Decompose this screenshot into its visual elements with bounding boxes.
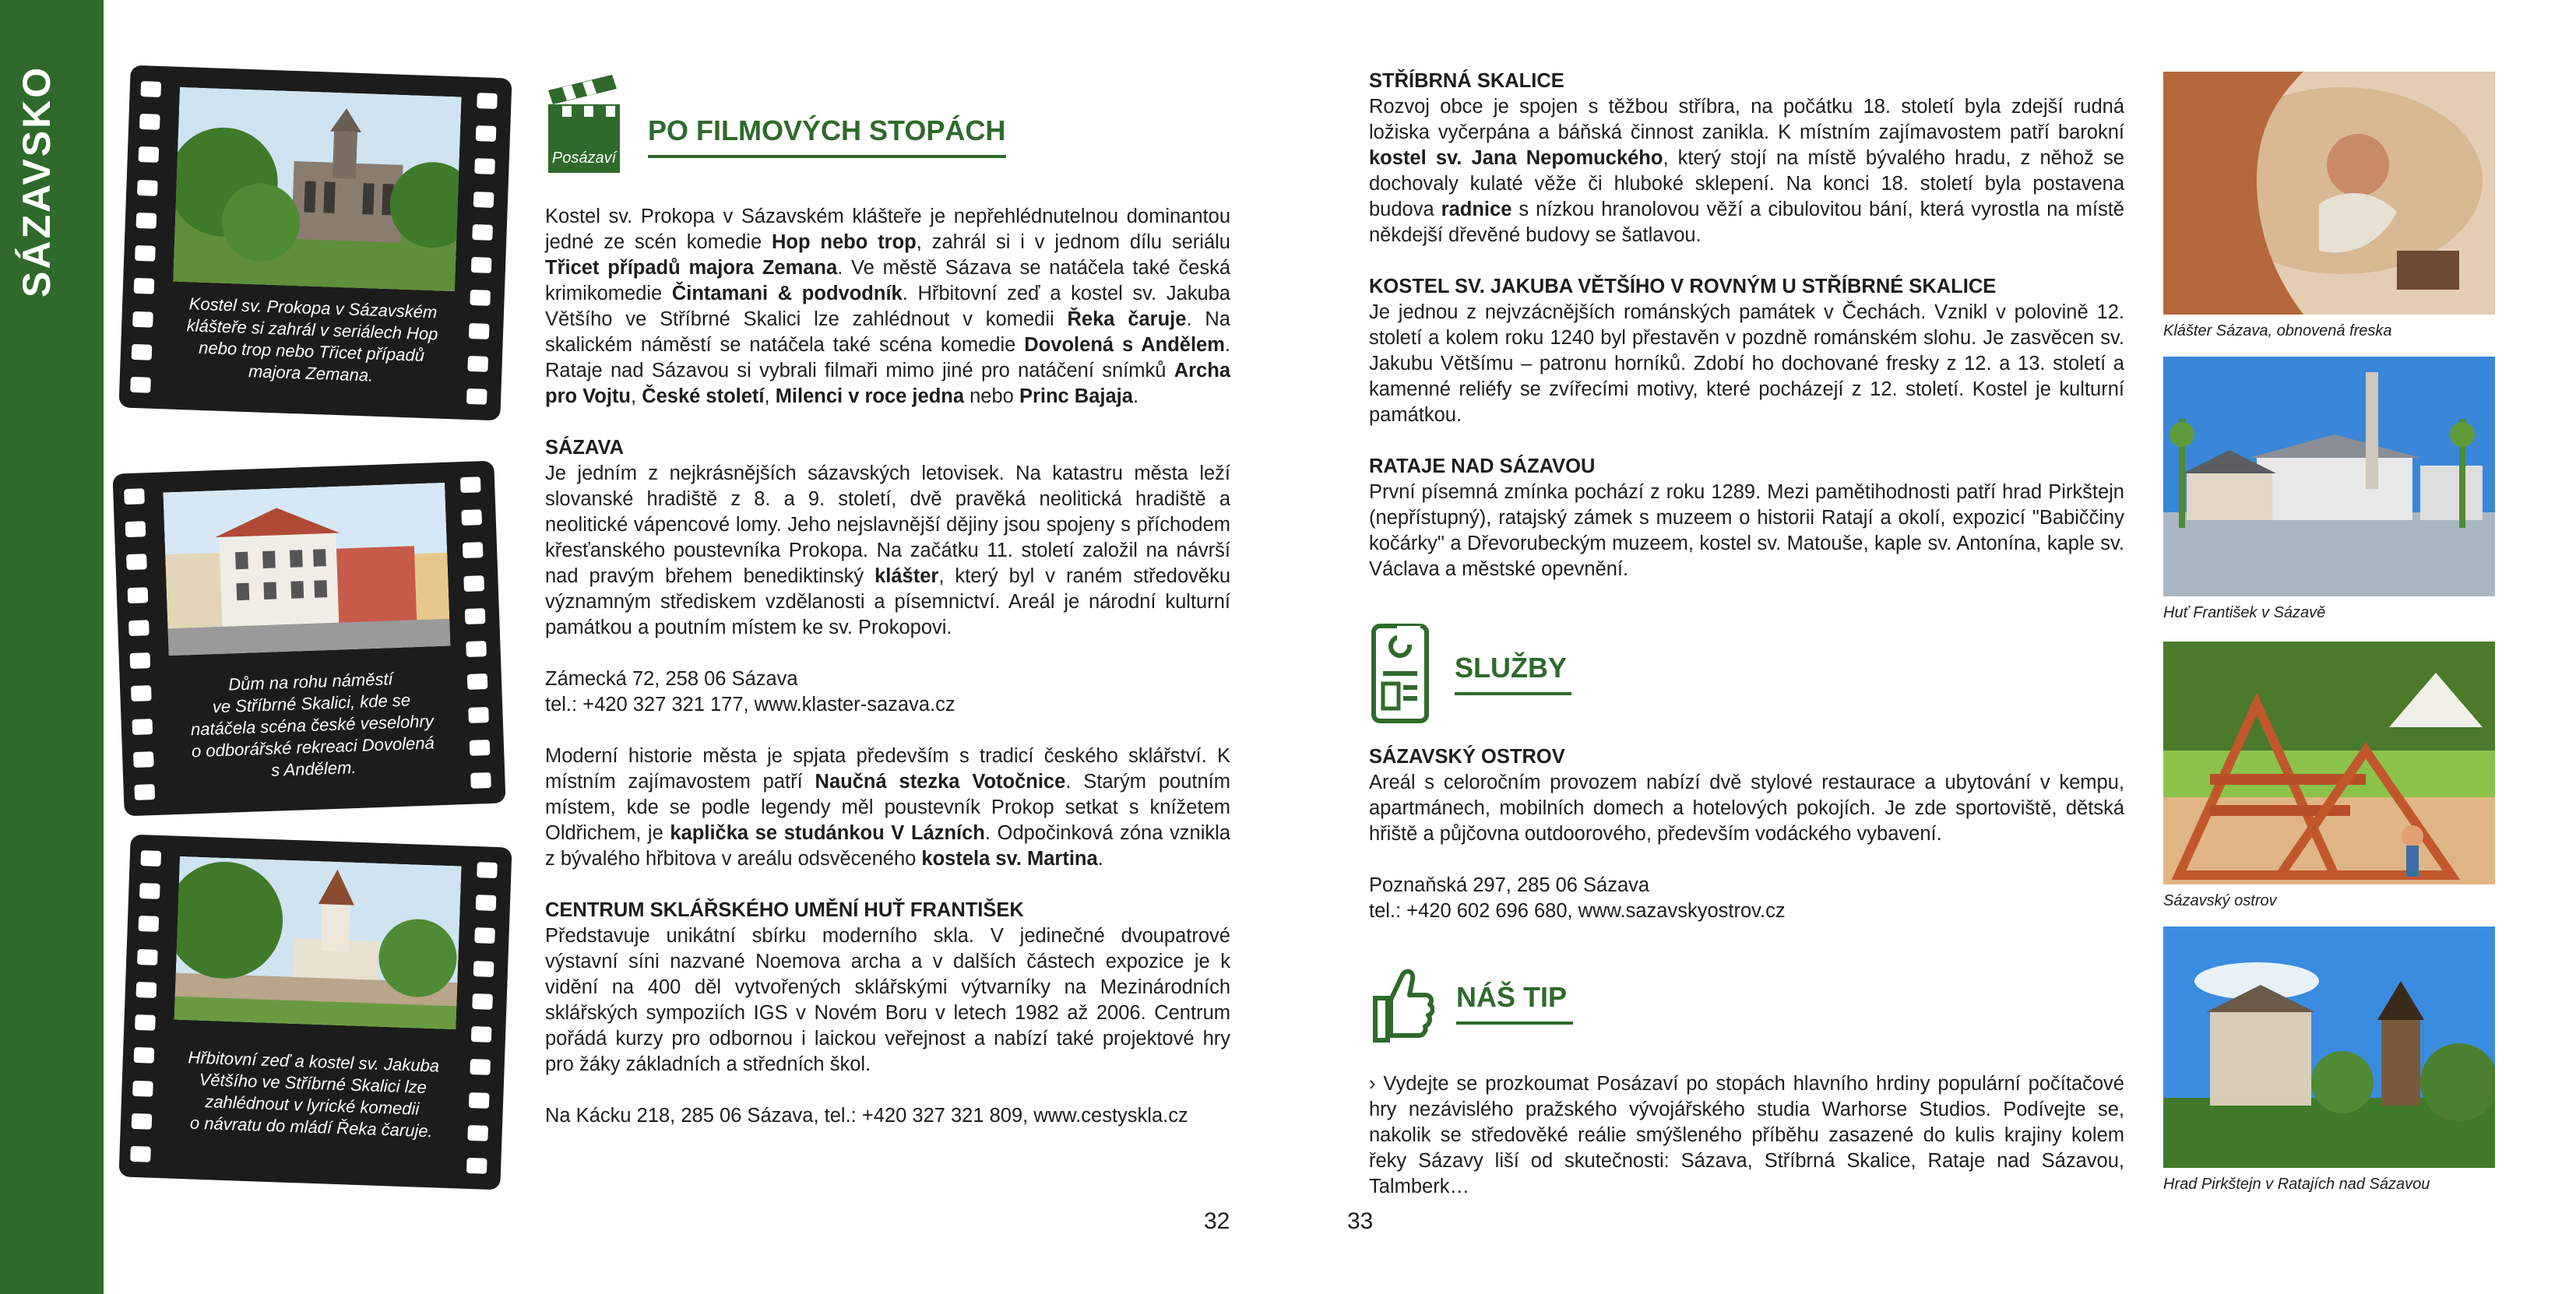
film-caption-3: Hřbitovní zeď a kostel sv. Jakuba Většího ve Stříbrné Skalici lze zahlédnout v lyrické komedii o návratu do mládí Řeka čaruje.	[188, 1047, 440, 1141]
history-paragraph: Moderní historie města je spjata především s tradicí českého sklářství. K místním zajímavostem patří Naučná stezka Votočnice. Starým poutním místem, kde se podle legendy měl poustevník Prokop setkat s knížetem Oldřichem, je kaplička se studánkou V Lázních. Odpočinková zóna vznikla z bývalého hřbitova v areálu odsvěceného kostela sv. Martina.	[545, 745, 1230, 870]
glass-paragraph: Představuje unikátní sbírku moderního skla. V jedinečné dvoupatrové výstavní síni nazvané Noemova archa a v dalších částech expozice je k vidění na 400 děl vytvořených sklářskými výtvarníky na Mezinárodních sklářských sympoziích IGS v Novém Boru v letech 1982 až 2006. Centrum pořádá kurzy pro odbornou i laickou veřejnost a nabízí také projektové hry pro žáky základních a středních škol.	[545, 925, 1230, 1075]
intro-paragraph: Kostel sv. Prokopa v Sázavském klášteře je nepřehlédnutelnou dominantou jedné ze scén komedie Hop nebo trop, zahrál si i v jednom dílu seriálu Třicet případů majora Zemana. Ve městě Sázava se natáčela také česká krimikomedie Čintamani & podvodník. Hřbitovní zeď a kostel sv. Jakuba Většího ve Stříbrné Skalici lze zahlédnout v komedii Řeka čaruje. Na skalickém náměstí se natáčela také scéna komedie Dovolená s Andělem. Rataje nad Sázavou si vybrali filmaři mimo jiné pro natáčení snímků Archa pro Vojtu, České století, Milenci v roce jedna nebo Princ Bajaja.	[545, 206, 1231, 407]
rataje-heading: RATAJE NAD SÁZAVOU	[1369, 455, 1596, 477]
ostrov-heading: SÁZAVSKÝ OSTROV	[1369, 746, 1565, 768]
ostrov-address: Poznaňská 297, 285 06 Sázava	[1369, 874, 1650, 896]
clapperboard-icon	[545, 75, 623, 174]
page-number-right: 33	[1347, 1208, 1374, 1234]
photo-caption-pirkstejn: Hrad Pirkštejn v Ratajích nad Sázavou	[2163, 1176, 2430, 1193]
film-strip-1	[118, 65, 512, 421]
tip-paragraph: › Vydejte se prozkoumat Posázaví po stopách hlavního hrdiny populární počítačové hry nezávislého pražského vývojářského studia Warhorse Studios. Podívejte se, nakolik se středověké reálie smýšleného příběhu zasazené do kulis krajiny kolem řeky Sázavy liší od skutečnosti: Sázava, Stříbrná Skalice, Rataje nad Sázavou, Talmberk…	[1369, 1073, 2124, 1197]
photo-caption-ostrov: Sázavský ostrov	[2163, 892, 2277, 909]
side-spine	[0, 0, 104, 1294]
thumbs-up-icon	[1369, 962, 1434, 1043]
film-section-title: PO FILMOVÝCH STOPÁCH	[648, 114, 1006, 158]
services-title: SLUŽBY	[1455, 652, 1571, 695]
spine-label: SÁZAVSKO	[15, 65, 58, 297]
tip-section-head	[1369, 962, 1573, 1043]
photo-caption-hut: Huť František v Sázavě	[2163, 604, 2326, 621]
film-caption-2: Dům na rohu náměstí ve Stříbrné Skalici, kde se natáčela scéna české veselohry o odborářské rekreaci Dovolená s Andělem.	[190, 669, 435, 780]
sazava-contact: tel.: +420 327 321 177, www.klaster-sazava.cz	[545, 694, 955, 716]
left-column	[545, 204, 1230, 1129]
right-column-top	[1369, 69, 2124, 582]
film-photo-kostel	[174, 856, 462, 1030]
glass-heading: CENTRUM SKLÁŘSKÉHO UMĚNÍ HUŤ FRANTIŠEK	[545, 899, 1024, 921]
film-badge: Posázaví	[551, 149, 617, 167]
photo-caption-fresco: Klášter Sázava, obnovená freska	[2163, 322, 2392, 339]
film-photo-dum	[163, 483, 450, 656]
jakub-paragraph: Je jednou z nejvzácnějších románských památek v Čechách. Vznikl v polovině 12. století a kolem roku 1240 byl přestavěn v pozdně románském slohu. Je zasvěcen sv. Jakubu Většímu – patronu horníků. Zdobí ho dochované fresky z 12. a 13. století a kamenné reliéfy se zvířecími motivy, které pocházejí z 12. století. Kostel je kulturní památkou.	[1369, 301, 2124, 426]
photo-ostrov	[2163, 642, 2495, 910]
right-column-tip	[1369, 1071, 2124, 1200]
photo-hut	[2163, 357, 2495, 622]
ostrov-paragraph: Areál s celoročním provozem nabízí dvě stylové restaurace a ubytování v kempu, apartmánech, mobilních domech a hotelových pokojích. Je zde sportoviště, dětská hřiště a půjčovna outdoorového, především vodáckého vybavení.	[1369, 772, 2124, 845]
film-photo-klaster	[173, 87, 462, 291]
film-section-head	[545, 75, 1006, 174]
right-column-services	[1369, 744, 2124, 924]
tip-title: NÁŠ TIP	[1456, 981, 1573, 1025]
film-caption-1: Kostel sv. Prokopa v Sázavském klášteře si zahrál v seriálech Hop nebo trop nebo Třicet případů majora Zemana.	[186, 294, 438, 385]
film-strip-3	[118, 835, 512, 1190]
photo-fresco	[2163, 72, 2495, 340]
sazava-paragraph: Je jedním z nejkrásnějších sázavských letovisek. Na katastru města leží slovanské hradiště z 8. a 9. století, dvě pravěká neolitická hradiště a neolitické vápencové lomy. Jeho nejslavnější dějiny jsou spojeny s příchodem křesťanského poustevníka Prokopa. Na začátku 11. století založil na návrší nad pravým břehem benediktinský klášter, který byl v raném středověku významným střediskem vzdělanosti a písemnictví. Areál je národní kulturní památkou a poutním místem ke sv. Prokopovi.	[545, 462, 1230, 638]
services-section-head	[1369, 623, 1571, 724]
skalice-paragraph: Rozvoj obce je spojen s těžbou stříbra, na počátku 18. století byla zdejší rudná ložiska vyčerpána a báňská činnost zanikla. K místním zajímavostem patří barokní kostel sv. Jana Nepomuckého, který stojí na místě bývalého hradu, z něhož se dochovaly kulaté věže či hluboké sklepení. Na konci 18. století byla postavena budova radnice s nízkou hranolovou věží a cibulovitou bání, která vyrostla na místě někdejší dřevěné budovy se šatlavou.	[1369, 96, 2124, 246]
film-strip-2	[112, 461, 505, 817]
jakub-heading: KOSTEL SV. JAKUBA VĚTŠÍHO V ROVNÝM U STŘÍBRNÉ SKALICE	[1369, 276, 1997, 297]
ostrov-contact: tel.: +420 602 696 680, www.sazavskyostrov.cz	[1369, 900, 1786, 922]
page-number-left: 32	[1204, 1208, 1230, 1234]
photo-pirkstejn	[2163, 927, 2495, 1194]
door-hanger-icon	[1369, 623, 1431, 724]
rataje-paragraph: První písemná zmínka pochází z roku 1289. Mezi pamětihodnosti patří hrad Pirkštejn (nepřístupný), ratajský zámek s muzeem o historii Ratají a okolí, expozicí "Babiččiny kočárky" a Dřevorubeckým muzeem, kostel sv. Matouše, kaple sv. Antonína, kaple sv. Václava a městské opevnění.	[1369, 481, 2124, 580]
sazava-address: Zámecká 72, 258 06 Sázava	[545, 668, 798, 690]
glass-contact: Na Kácku 218, 285 06 Sázava, tel.: +420 327 321 809, www.cestyskla.cz	[545, 1105, 1188, 1127]
sazava-heading: SÁZAVA	[545, 437, 625, 459]
skalice-heading: STŘÍBRNÁ SKALICE	[1369, 70, 1564, 92]
